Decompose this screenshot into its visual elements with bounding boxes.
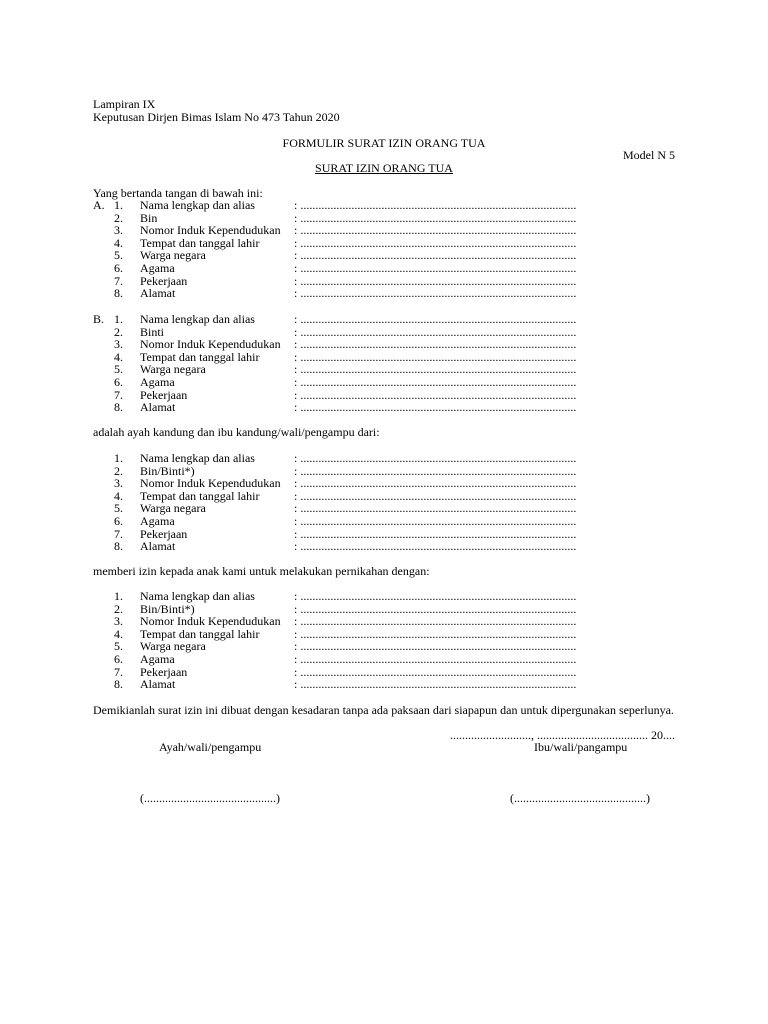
field-number: 8. [114,286,123,301]
form-title: FORMULIR SURAT IZIN ORANG TUA [282,136,486,150]
field-blank: : ............................................................................................ [294,312,577,326]
field-label: Binti [140,324,165,339]
field-number: 3. [114,476,123,491]
field-blank: : ............................................................................................ [294,514,577,528]
closing-text: Demikianlah surat izin ini dibuat dengan kesadaran tanpa ada paksaan dari siapapun dan untuk dipergunakan seperlunya. [93,703,674,717]
field-number: 8. [114,677,123,692]
field-blank: : ............................................................................................ [294,337,577,352]
field-label: Warga negara [140,501,206,516]
field-blank: : ............................................................................................ [294,463,577,478]
form-field-row [0,224,768,237]
form-field-row [0,262,768,275]
field-label: Warga negara [140,248,206,263]
child-intro-text: adalah ayah kandung dan ibu kandung/wali/pengampu dari: [93,425,380,439]
field-blank: : ............................................................................................ [294,589,577,603]
field-number: 4. [114,488,123,503]
field-blank: : ............................................................................................ [294,223,577,238]
field-number: 7. [114,526,123,541]
field-label: Alamat [140,286,176,301]
form-field-row [0,615,768,628]
field-label: Agama [140,514,175,528]
signature-right-name: (............................................) [510,791,650,805]
field-blank: : ............................................................................................ [294,248,577,263]
field-label: Nomor Induk Kependudukan [140,223,281,238]
letter-title [0,162,768,175]
form-field-row [0,401,768,414]
field-label: Bin/Binti*) [140,463,195,478]
field-number: 8. [114,400,123,415]
field-blank: : ............................................................................................ [294,235,577,250]
form-field-row [0,515,768,528]
field-label: Warga negara [140,639,206,654]
field-number: 2. [114,601,123,616]
form-field-row [0,540,768,553]
field-number: 5. [114,639,123,654]
form-field-row [0,452,768,465]
field-number: 1. [114,198,123,212]
field-label: Alamat [140,400,176,415]
field-number: 6. [114,261,123,275]
field-label: Nomor Induk Kependudukan [140,614,281,629]
field-label: Tempat dan tanggal lahir [140,488,260,503]
field-blank: : ............................................................................................ [294,677,577,692]
field-blank: : ............................................................................................ [294,349,577,364]
field-blank: : ............................................................................................ [294,261,577,275]
field-number: 4. [114,235,123,250]
field-number: 1. [114,589,123,603]
model-label: Model N 5 [623,148,675,162]
field-label: Pekerjaan [140,526,188,541]
field-number: 6. [114,652,123,666]
field-number: 1. [114,451,123,465]
field-label: Alamat [140,539,176,554]
field-number: 4. [114,349,123,364]
field-blank: : ............................................................................................ [294,387,577,402]
form-field-row [0,678,768,691]
section-marker: B. [93,312,105,326]
field-blank: : ............................................................................................ [294,539,577,554]
field-label: Agama [140,652,175,666]
field-label: Tempat dan tanggal lahir [140,235,260,250]
field-number: 7. [114,273,123,288]
field-label: Tempat dan tanggal lahir [140,349,260,364]
field-label: Pekerjaan [140,387,188,402]
field-number: 1. [114,312,123,326]
field-label: Tempat dan tanggal lahir [140,626,260,641]
field-number: 8. [114,539,123,554]
field-label: Bin [140,210,158,225]
field-blank: : ............................................................................................ [294,626,577,641]
field-blank: : ............................................................................................ [294,273,577,288]
form-field-row [0,313,768,326]
field-label: Nama lengkap dan alias [140,198,255,212]
field-number: 7. [114,664,123,679]
field-blank: : ............................................................................................ [294,476,577,491]
field-blank: : ............................................................................................ [294,451,577,465]
field-blank: : ............................................................................................ [294,362,577,377]
field-number: 5. [114,362,123,377]
field-blank: : ............................................................................................ [294,198,577,212]
field-label: Agama [140,261,175,275]
header-decree: Keputusan Dirjen Bimas Islam No 473 Tahun 2020 [93,110,340,124]
field-blank: : ............................................................................................ [294,601,577,616]
field-blank: : ............................................................................................ [294,286,577,301]
field-label: Pekerjaan [140,273,188,288]
field-label: Pekerjaan [140,664,188,679]
field-number: 6. [114,375,123,389]
field-label: Bin/Binti*) [140,601,195,616]
field-number: 7. [114,387,123,402]
field-number: 5. [114,501,123,516]
form-field-row [0,199,768,212]
field-label: Warga negara [140,362,206,377]
field-blank: : ............................................................................................ [294,526,577,541]
field-label: Alamat [140,677,176,692]
field-number: 2. [114,210,123,225]
field-blank: : ............................................................................................ [294,324,577,339]
intro-text: Yang bertanda tangan di bawah ini: [93,186,263,200]
field-label: Nomor Induk Kependudukan [140,337,281,352]
field-label: Nama lengkap dan alias [140,589,255,603]
field-label: Nomor Induk Kependudukan [140,476,281,491]
field-number: 4. [114,626,123,641]
form-field-row [0,376,768,389]
field-label: Nama lengkap dan alias [140,451,255,465]
place-date-field: ..........................., ..................................... 20.... [450,728,675,742]
field-number: 3. [114,223,123,238]
signature-right-role: Ibu/wali/pangampu [534,740,628,754]
field-blank: : ............................................................................................ [294,614,577,629]
field-number: 2. [114,324,123,339]
field-blank: : ............................................................................................ [294,664,577,679]
field-blank: : ............................................................................................ [294,488,577,503]
form-field-row [0,338,768,351]
section-marker: A. [93,198,105,212]
field-blank: : ............................................................................................ [294,400,577,415]
field-number: 2. [114,463,123,478]
spouse-intro-text: memberi izin kepada anak kami untuk melakukan pernikahan dengan: [93,564,430,578]
field-label: Nama lengkap dan alias [140,312,255,326]
field-number: 6. [114,514,123,528]
field-blank: : ............................................................................................ [294,375,577,389]
signature-left-name: (............................................) [140,791,280,805]
form-field-row [0,590,768,603]
field-blank: : ............................................................................................ [294,652,577,666]
field-number: 3. [114,337,123,352]
form-field-row [0,287,768,300]
signature-left-role: Ayah/wali/pengampu [159,740,262,754]
field-label: Agama [140,375,175,389]
field-blank: : ............................................................................................ [294,639,577,654]
letter-title-text: SURAT IZIN ORANG TUA [315,161,453,175]
field-blank: : ............................................................................................ [294,210,577,225]
field-blank: : ............................................................................................ [294,501,577,516]
form-field-row [0,477,768,490]
header-appendix: Lampiran IX [93,97,156,111]
form-field-row [0,653,768,666]
field-number: 5. [114,248,123,263]
field-number: 3. [114,614,123,629]
